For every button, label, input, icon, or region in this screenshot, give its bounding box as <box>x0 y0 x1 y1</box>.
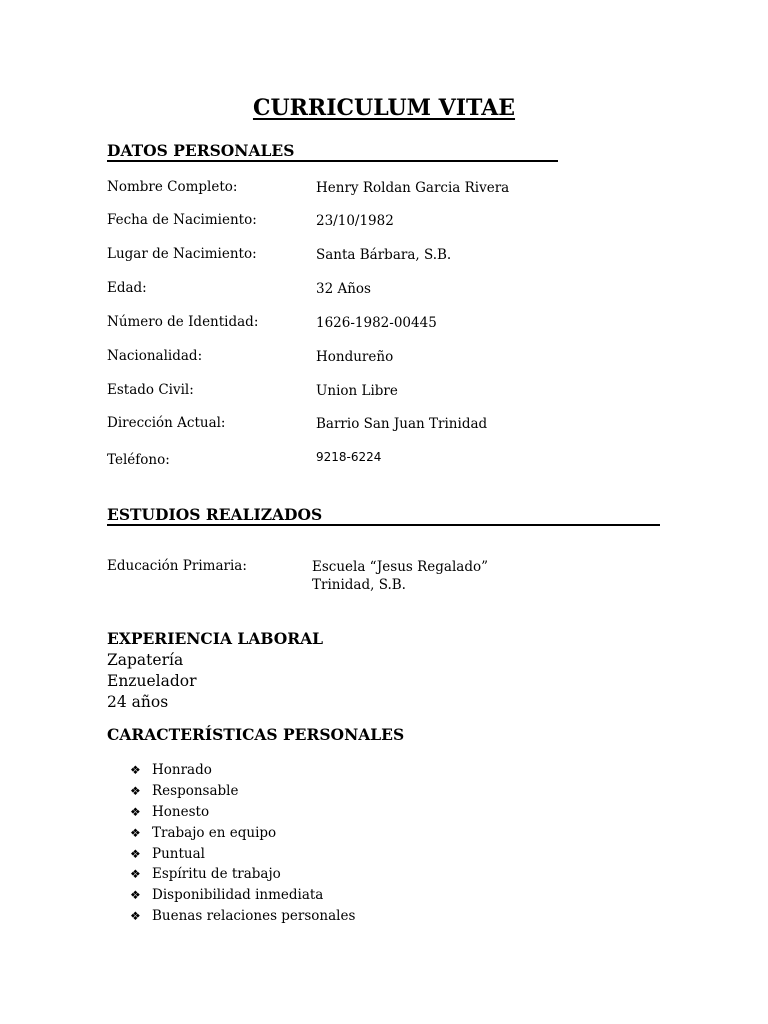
list-item <box>130 802 355 823</box>
label-birth-place: Lugar de Nacimiento: <box>107 246 257 262</box>
diamond-bullet-icon: ❖ <box>130 784 141 799</box>
value-address: Barrio San Juan Trinidad <box>316 416 488 432</box>
value-phone: 9218-6224 <box>316 450 382 464</box>
trait-text: Buenas relaciones personales <box>152 907 356 924</box>
trait-text: Puntual <box>152 845 205 862</box>
section-heading-studies: ESTUDIOS REALIZADOS <box>107 505 323 524</box>
label-birth-date: Fecha de Nacimiento: <box>107 212 257 228</box>
school-location: Trinidad, S.B. <box>312 577 406 593</box>
value-nationality: Hondureño <box>316 349 394 365</box>
list-item <box>130 781 355 802</box>
experience-line: Zapatería <box>107 651 184 669</box>
experience-line: 24 años <box>107 693 169 711</box>
value-birth-date: 23/10/1982 <box>316 213 394 229</box>
label-age: Edad: <box>107 280 147 296</box>
list-item <box>130 906 355 927</box>
diamond-bullet-icon: ❖ <box>130 867 141 882</box>
list-item <box>130 864 355 885</box>
list-item <box>130 843 355 864</box>
label-primary-education: Educación Primaria: <box>107 558 247 574</box>
diamond-bullet-icon: ❖ <box>130 888 141 903</box>
trait-text: Honrado <box>152 762 212 779</box>
diamond-bullet-icon: ❖ <box>130 763 141 778</box>
label-phone: Teléfono: <box>107 452 170 468</box>
diamond-bullet-icon: ❖ <box>130 908 141 923</box>
trait-text: Espíritu de trabajo <box>152 866 281 883</box>
list-item <box>130 760 355 781</box>
value-full-name: Henry Roldan Garcia Rivera <box>316 180 510 196</box>
school-name: Escuela “Jesus Regalado” <box>312 559 489 575</box>
section-heading-traits: CARACTERÍSTICAS PERSONALES <box>107 725 405 744</box>
traits-list <box>130 760 355 926</box>
trait-text: Responsable <box>152 783 239 800</box>
value-birth-place: Santa Bárbara, S.B. <box>316 247 452 263</box>
label-id-number: Número de Identidad: <box>107 314 259 330</box>
label-nationality: Nacionalidad: <box>107 348 203 364</box>
trait-text: Trabajo en equipo <box>152 824 277 841</box>
trait-text: Honesto <box>152 803 210 820</box>
section-rule-studies <box>107 524 660 526</box>
section-rule-personal <box>107 160 558 162</box>
document-title: CURRICULUM VITAE <box>252 95 516 121</box>
value-id-number: 1626-1982-00445 <box>316 315 437 331</box>
trait-text: Disponibilidad inmediata <box>152 887 324 904</box>
value-age: 32 Años <box>316 281 371 297</box>
diamond-bullet-icon: ❖ <box>130 846 141 861</box>
label-address: Dirección Actual: <box>107 415 226 431</box>
list-item <box>130 885 355 906</box>
diamond-bullet-icon: ❖ <box>130 804 141 819</box>
label-civil-status: Estado Civil: <box>107 382 194 398</box>
section-heading-personal: DATOS PERSONALES <box>107 141 295 160</box>
label-full-name: Nombre Completo: <box>107 179 238 195</box>
diamond-bullet-icon: ❖ <box>130 825 141 840</box>
experience-line: Enzuelador <box>107 672 197 690</box>
value-civil-status: Union Libre <box>316 383 398 399</box>
value-primary-education <box>312 558 612 594</box>
section-heading-experience: EXPERIENCIA LABORAL <box>107 629 324 648</box>
list-item <box>130 822 355 843</box>
